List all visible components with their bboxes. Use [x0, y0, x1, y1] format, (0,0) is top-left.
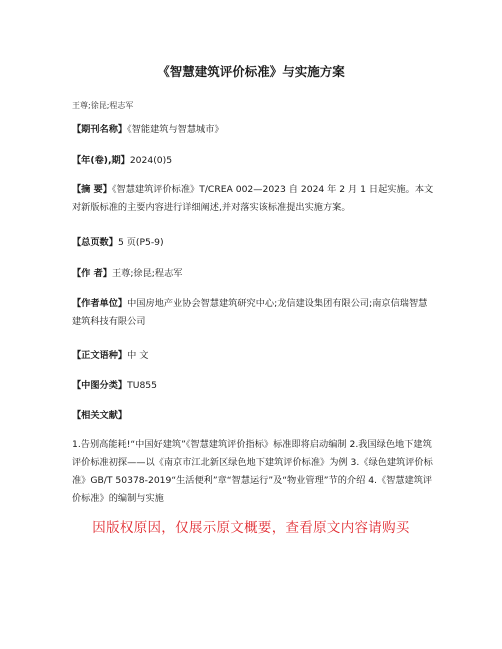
- journal-label: 【期刊名称】: [72, 124, 128, 135]
- document-title: 《智慧建筑评价标准》与实施方案: [157, 64, 345, 79]
- abstract-label: 【摘 要】: [72, 184, 112, 195]
- affiliation-value: 中国房地产业协会智慧建筑研究中心;龙信建设集团有限公司;南京信瑞智慧建筑科技有限公司: [72, 298, 428, 327]
- pages-value: 5 页(P5-9): [117, 237, 164, 248]
- authors-label: 【作 者】: [72, 268, 112, 279]
- pages-label: 【总页数】: [72, 237, 118, 248]
- pages-field: [72, 234, 434, 252]
- abstract-value: 《智慧建筑评价标准》T/CREA 002—2023 自 2024 年 2 月 1 日起实施。本文对新版标准的主要内容进行详细阐述,并对落实该标准提出实施方案。: [72, 184, 434, 213]
- abstract-field: [72, 181, 434, 217]
- year-field: [72, 152, 434, 170]
- classification-label: 【中图分类】: [72, 380, 128, 391]
- classification-field: [72, 377, 434, 395]
- language-field: [72, 347, 434, 365]
- author-line: 王尊;徐昆;程志军: [72, 101, 134, 110]
- language-label: 【正文语种】: [72, 350, 128, 361]
- authors-value: 王尊;徐昆;程志军: [111, 268, 183, 279]
- copyright-notice: 因版权原因，仅展示原文概要，查看原文内容请购买: [92, 520, 410, 536]
- related-label: 【相关文献】: [72, 410, 128, 421]
- affiliation-label: 【作者单位】: [72, 298, 128, 309]
- journal-value: 《智能建筑与智慧城市》: [127, 124, 224, 135]
- related-list: 1.告别高能耗!“中国好建筑”《智慧建筑评价指标》标准即将启动编制 2.我国绿色地下建筑评价标准初探——以《南京市江北新区绿色地下建筑评价标准》为例 3.《绿色建筑评价标准》GB/T 50378-2019“生活便利”章“智慧运行”及“物业管理”节的介绍 4.《智慧建筑评价标准》的编制与实施: [72, 439, 433, 504]
- year-value: 2024(0)5: [129, 155, 173, 166]
- authors-field: [72, 265, 434, 283]
- classification-value: TU855: [127, 380, 157, 391]
- language-value: 中 文: [127, 350, 149, 361]
- year-label: 【年(卷),期】: [72, 155, 130, 166]
- affiliation-field: [72, 295, 434, 331]
- journal-field: [72, 121, 434, 139]
- related-field: [72, 407, 434, 425]
